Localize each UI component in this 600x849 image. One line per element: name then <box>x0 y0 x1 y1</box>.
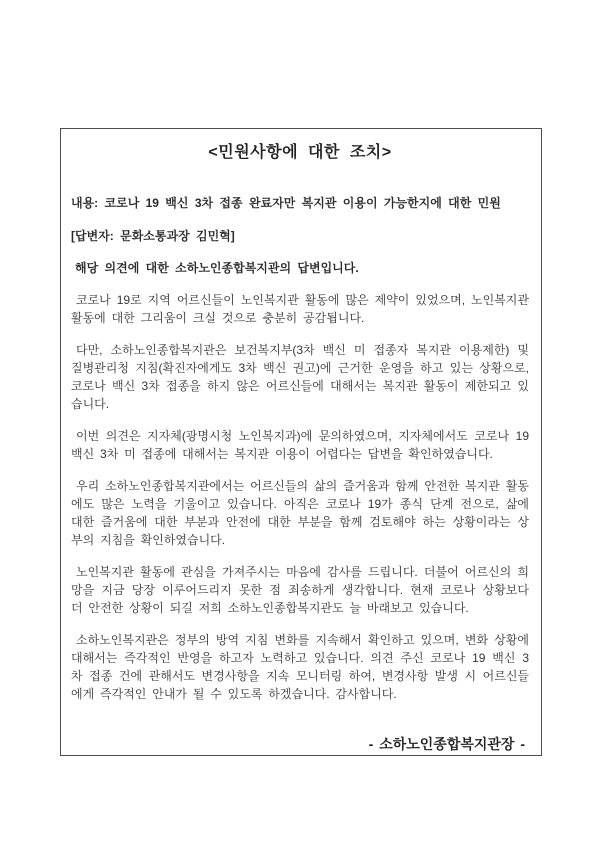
body-paragraph-4: 우리 소하노인종합복지관에서는 어르신들의 삶의 즐거움과 함께 안전한 복지관 활동에도 많은 노력을 기울이고 있습니다. 아직은 코로나 19가 종식 단계 전으로, 삶에 대한 즐거움에 대한 부분과 안전에 대한 부분을 함께 검토해야 하는 상황이라는 상부의 지침을 확인하였습니다. <box>71 479 529 547</box>
document-border-frame <box>60 128 542 756</box>
answer-intro-line: 해당 의견에 대한 소하노인종합복지관의 답변입니다. <box>75 261 359 275</box>
responder-line: [답변자: 문화소통과장 김민혁] <box>71 229 235 243</box>
document-title: <민원사항에 대한 조치> <box>208 144 392 161</box>
body-paragraph-2: 다만, 소하노인종합복지관은 보건복지부(3차 백신 미 접종자 복지관 이용제한) 및 질병관리청 지침(확진자에게도 3차 백신 권고)에 근거한 운영을 하고 있는 상황으로, 코로나 백신 3차 접종을 하지 않은 어르신들에 대해서는 복지관 활동이 제한되고 있습니다. <box>71 343 529 411</box>
body-paragraph-6: 소하노인복지관은 정부의 방역 지침 변화를 지속해서 확인하고 있으며, 변화 상황에 대해서는 즉각적인 반영을 하고자 노력하고 있습니다. 의견 주신 코로나 19 백신 3차 접종 건에 관해서도 변경사항을 지속 모니터링 하여, 변경사항 발생 시 어르신들에게 즉각적인 안내가 될 수 있도록 하겠습니다. 감사합니다. <box>71 633 529 701</box>
signature-line: - 소하노인종합복지관장 - <box>368 736 525 752</box>
complaint-content-line: 내용: 코로나 19 백신 3차 접종 완료자만 복지관 이용이 가능한지에 대한 민원 <box>71 196 501 210</box>
body-paragraph-3: 이번 의견은 지자체(광명시청 노인복지과)에 문의하였으며, 지자체에서도 코로나 19 백신 3차 미 접종에 대해서는 복지관 이용이 어렵다는 답변을 확인하였습니다. <box>71 429 529 461</box>
body-paragraph-1: 코로나 19로 지역 어르신들이 노인복지관 활동에 많은 제약이 있었으며, 노인복지관 활동에 대한 그리움이 크실 것으로 충분히 공감됩니다. <box>71 293 529 325</box>
body-paragraph-5: 노인복지관 활동에 관심을 가져주시는 마음에 감사를 드립니다. 더불어 어르신의 희망을 지금 당장 이루어드리지 못한 점 죄송하게 생각합니다. 현재 코로나 상황보다 더 안전한 상황이 되길 저희 소하노인종합복지관도 늘 바래보고 있습니다. <box>71 565 529 615</box>
